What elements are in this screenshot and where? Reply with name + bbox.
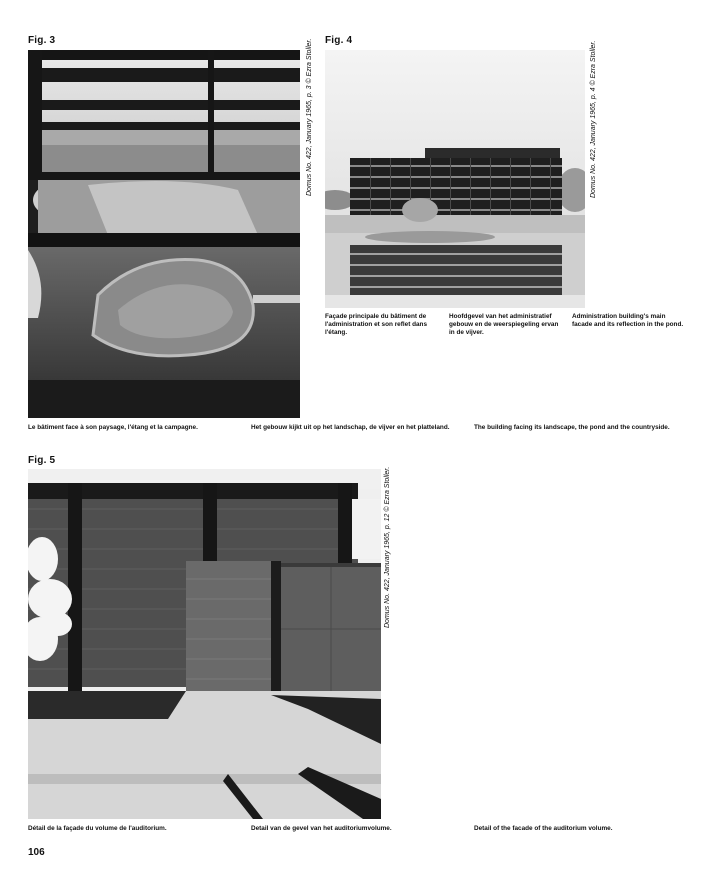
- fig5-auditorium-image: [28, 469, 381, 819]
- fig3-caption-fr: Le bâtiment face à son paysage, l'étang et la campagne.: [28, 424, 198, 431]
- fig3-credit: Domus No. 422, January 1965, p. 3 © Ezra Stoller.: [306, 38, 313, 196]
- fig4-credit: Domus No. 422, January 1965, p. 4 © Ezra Stoller.: [590, 40, 597, 198]
- fig4-building-image: [325, 50, 585, 308]
- fig3-landscape-image: [28, 50, 300, 418]
- fig5-credit: Domus No. 422, January 1965, p. 12 © Ezra Stoller.: [384, 466, 391, 628]
- fig3-photo: [28, 50, 300, 418]
- fig4-caption-nl: Hoofdgevel van het administratief gebouw en de weerspiegeling ervan in de vijver.: [449, 313, 559, 337]
- fig4-caption-en: Administration building's main facade and its reflection in the pond.: [572, 313, 684, 329]
- fig5-caption-fr: Détail de la façade du volume de l'auditorium.: [28, 825, 167, 832]
- fig5-caption-nl: Detail van de gevel van het auditoriumvolume.: [251, 825, 392, 832]
- page-number: 106: [28, 847, 45, 858]
- fig4-photo: [325, 50, 585, 308]
- fig5-caption-en: Detail of the facade of the auditorium volume.: [474, 825, 613, 832]
- fig4-caption-fr: Façade principale du bâtiment de l'administration et son reflet dans l'étang.: [325, 313, 428, 337]
- fig3-label: Fig. 3: [28, 35, 56, 46]
- fig3-caption-nl: Het gebouw kijkt uit op het landschap, de vijver en het platteland.: [251, 424, 450, 431]
- fig5-label: Fig. 5: [28, 455, 56, 466]
- fig4-label: Fig. 4: [325, 35, 353, 46]
- fig3-caption-en: The building facing its landscape, the pond and the countryside.: [474, 424, 670, 431]
- fig5-photo: [28, 469, 381, 819]
